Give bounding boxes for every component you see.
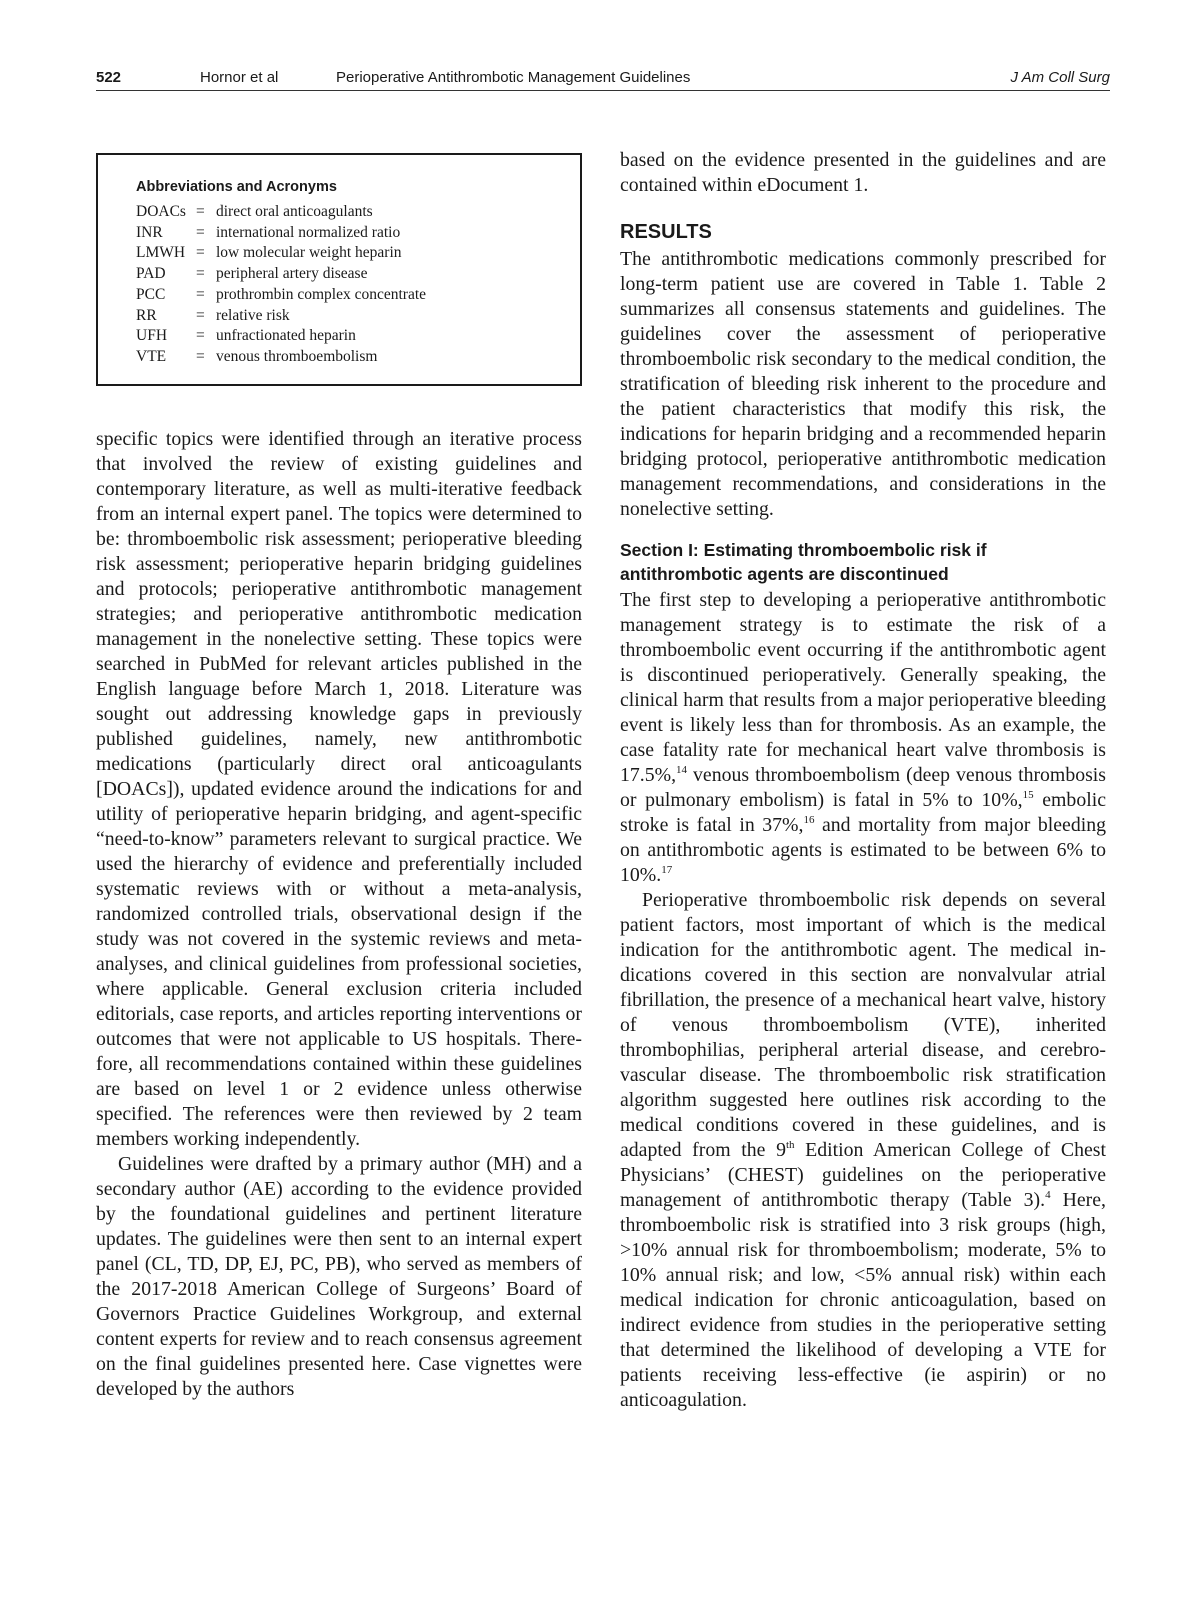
- equals-sign: =: [196, 265, 205, 283]
- equals-sign: =: [196, 327, 205, 345]
- abbreviation-row: [136, 264, 580, 285]
- abbreviation-definition: international normalized ratio: [216, 223, 401, 241]
- running-head-title: Perioperative Antithrombotic Management Guidelines: [336, 69, 691, 86]
- running-head-author: Hornor et al: [200, 69, 279, 86]
- abbreviation-row: [136, 306, 580, 327]
- left-column: [96, 427, 582, 1402]
- equals-sign: =: [196, 347, 205, 365]
- abbreviation-term: PCC: [136, 285, 166, 303]
- citation-superscript: 17: [661, 864, 673, 876]
- results-heading: RESULTS: [620, 221, 712, 243]
- abbreviation-term: PAD: [136, 265, 166, 283]
- abbreviation-row: [136, 202, 580, 223]
- equals-sign: =: [196, 285, 205, 303]
- abbreviation-term: INR: [136, 223, 163, 241]
- abbreviation-definition: relative risk: [216, 306, 290, 324]
- abbreviation-term: UFH: [136, 327, 168, 345]
- citation-superscript: 14: [676, 764, 688, 776]
- abbreviation-definition: low molecular weight heparin: [216, 244, 402, 262]
- section-paragraph: [620, 888, 1106, 1413]
- journal-name: J Am Coll Surg: [1010, 69, 1110, 86]
- equals-sign: =: [196, 223, 205, 241]
- citation-superscript: 16: [803, 814, 815, 826]
- abbreviation-definition: peripheral artery disease: [216, 265, 368, 283]
- text-run: The first step to developing a perioperative antithrombotic management strategy is to estimate the risk of a thromboembolic event occurring if the antithrombotic agent is discontinued perioperatively. Generally speaking, the clinical harm that results from a major perioperative bleeding event is likely less than for thrombosis. As an example, the case fatality rate for mechanical heart valve thrombosis is 17.5%,: [620, 589, 1106, 786]
- text-run: embolic stroke is fatal in 37%,: [620, 789, 1106, 836]
- abbreviation-row: [136, 347, 580, 368]
- methods-continuation-paragraph: based on the evidence presented in the guidelines and are contained within eDocument 1.: [620, 149, 1106, 196]
- equals-sign: =: [196, 244, 205, 262]
- section-heading: Section I: Estimating thromboembolic risk if antithrombotic agents are discontinued: [620, 540, 987, 584]
- abbreviation-row: [136, 223, 580, 244]
- abbreviation-term: VTE: [136, 347, 167, 365]
- methods-paragraph: Guidelines were drafted by a primary author (MH) and a secondary author (AE) according to the evidence provided by the foundational guidelines and pertinent literature updates. The guidelines were then sent to an internal expert panel (CL, TD, DP, EJ, PC, PB), who served as members of the 2017-2018 American College of Surgeons’ Board of Governors Practice Guidelines Workgroup, and external content experts for review and to reach consensus agreement on the final guidelines presented here. Case vignettes were developed by the authors: [96, 1153, 582, 1400]
- right-column: [620, 148, 1106, 1413]
- text-run: Edition American College of Chest Physicians’ (CHEST) guidelines on the perioperative management of antithrombotic therapy (Table 3).: [620, 1139, 1106, 1211]
- equals-sign: =: [196, 306, 205, 324]
- methods-paragraph: specific topics were identified through an iterative process that involved the review of existing guidelines and contemporary literature, as well as multi-iterative feedback from an internal expert panel. The topics were determined to be: thromboembolic risk assessment; perioperative bleeding risk assessment; perioperative heparin bridging guidelines and protocols; perioperative antithrombotic management strategies; and perioperative antithrombotic medication management in the nonelective setting. These topics were searched in PubMed for relevant articles published in the English language before March 1, 2018. Literature was sought out addressing knowledge gaps in previously published guidelines, namely, new antithrombotic medications (particularly direct oral anticoagulants [DOACs]), updated evidence around the indications for and utility of perioperative heparin bridging, and agent-specific “need-to-know” parameters relevant to surgical practice. We used the hierarchy of evidence and preferentially included systematic reviews with or without a meta-analysis, randomized controlled trials, observational design if the study was not covered in the systemic reviews and meta-analyses, and clinical guidelines from professional societies, where applicable. General exclusion criteria included editorials, case reports, and articles reporting interventions or outcomes that were not applicable to US hospitals. Therefore, all recommendations contained within these guidelines are based on level 1 or 2 evidence unless otherwise specified. The references were then reviewed by 2 team members working independently.: [96, 428, 582, 1150]
- abbreviation-row: [136, 285, 580, 306]
- abbreviation-definition: prothrombin complex concentrate: [216, 285, 427, 303]
- abbreviation-definition: unfractionated heparin: [216, 327, 356, 345]
- abbreviation-row: [136, 326, 580, 347]
- abbreviation-definition: venous thromboembolism: [216, 347, 378, 365]
- abbreviation-definition: direct oral anticoagulants: [216, 203, 373, 220]
- abbreviations-box: [96, 153, 582, 386]
- text-run: and mortality from major bleeding on antithrombotic agents is estimated to be between 6% to 10%.: [620, 814, 1106, 886]
- abbreviation-row: [136, 243, 580, 264]
- abbreviation-term: DOACs: [136, 203, 186, 220]
- abbreviations-title: Abbreviations and Acronyms: [136, 179, 337, 195]
- running-head: [96, 66, 1110, 91]
- equals-sign: =: [196, 203, 205, 220]
- ordinal-superscript: th: [785, 1139, 795, 1151]
- text-run: Perioperative thromboembolic risk depends on several patient factors, most important of which is the medical indication for the antithrombotic agent. The medical indications covered in this section are nonvalvular atrial fibrillation, the presence of a mechanical heart valve, history of venous thromboembolism (VTE), inherited thrombophilias, peripheral arterial disease, and cerebrovascular disease. The thromboembolic risk stratification algorithm suggested here outlines risk according to the medical conditions covered in these guidelines, and is adapted from the 9: [620, 889, 1106, 1161]
- section-paragraph: [620, 588, 1106, 888]
- abbreviation-term: LMWH: [136, 244, 186, 262]
- citation-superscript: 15: [1022, 789, 1034, 801]
- page-number: 522: [96, 69, 122, 86]
- citation-superscript: 4: [1045, 1189, 1051, 1201]
- abbreviation-term: RR: [136, 306, 157, 324]
- text-run: venous thromboembolism (deep venous thrombosis or pulmonary embolism) is fatal in 5% to 10%,: [620, 764, 1106, 811]
- results-paragraph: The antithrombotic medications commonly prescribed for long-term patient use are covered in Table 1. Table 2 summarizes all consensus statements and guidelines. The guidelines cover the assessment of perioperative thromboembolic risk secondary to the medical condition, the stratification of bleeding risk inherent to the procedure and the patient characteristics that modify this risk, the indications for heparin bridging and a recommended heparin bridging protocol, perioperative antithrombotic medication management recommendations, and considerations in the nonelective setting.: [620, 248, 1106, 520]
- text-run: Here, thromboembolic risk is stratified into 3 risk groups (high, >10% annual risk for thromboembolism; moderate, 5% to 10% annual risk; and low, <5% annual risk) within each medical indication for chronic anticoagulation, based on indirect evidence from studies in the perioperative setting that determined the likelihood of developing a VTE for patients receiving less-effective (ie aspirin) or no anticoagulation.: [620, 1189, 1106, 1411]
